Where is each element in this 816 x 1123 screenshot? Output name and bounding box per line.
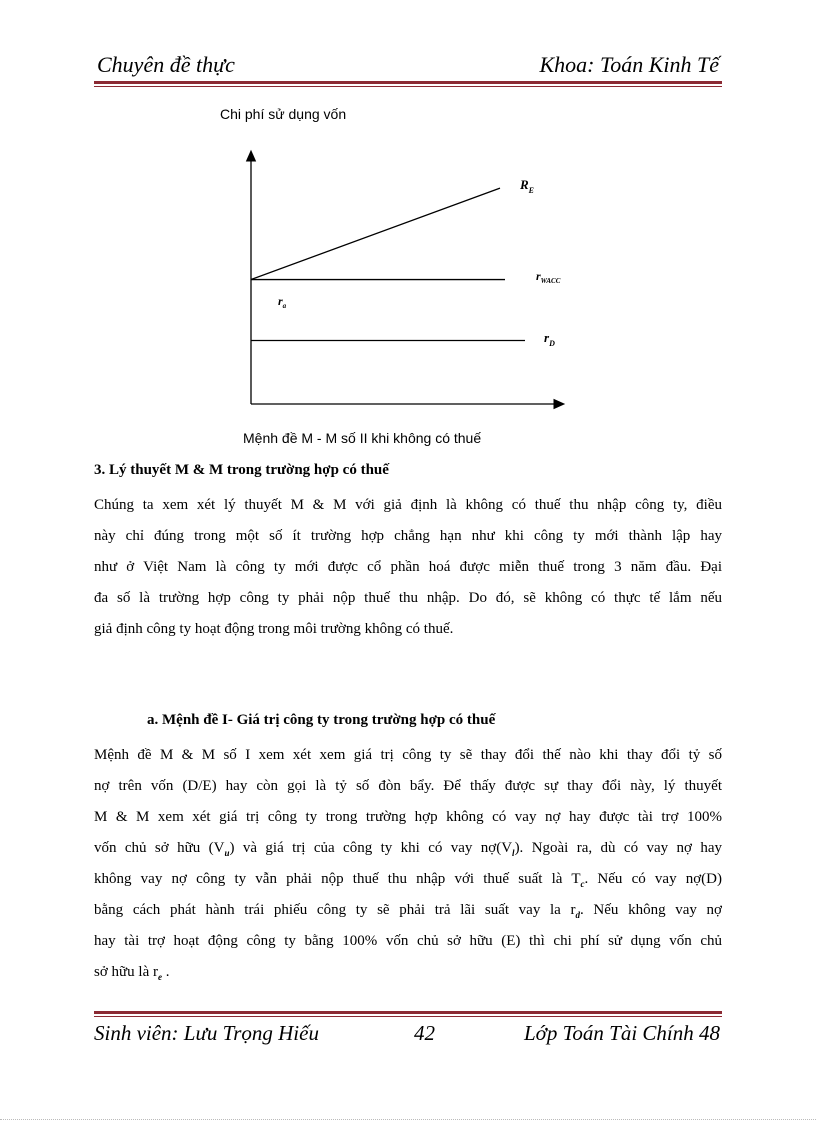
text-run: ). Ngoài ra, dù có vay nợ hay [514,840,722,856]
chart-caption: Mệnh đề M - M số II khi không có thuế [243,430,482,446]
svg-text:rWACC [536,269,561,285]
chart [0,0,816,460]
sectionA-line [94,864,722,895]
svg-text:rD [544,330,555,348]
subscript: u [224,848,230,858]
text-run: bằng cách phát hành trái phiếu công ty sẽ phải trả lãi suất vay la r [94,902,576,918]
footer-class: Lớp Toán Tài Chính 48 [524,1021,720,1045]
text-run: . Nếu không vay nợ [580,902,722,918]
text-run: không vay nợ công ty vẫn phải nộp thuế thu nhập với thuế suất là T [94,871,581,887]
header-left: Chuyên đề thực [97,52,235,77]
text-run: . Nếu có vay nợ(D) [584,871,722,887]
footer-rule-thin [94,1016,722,1017]
sectionA-line [94,895,722,926]
sectionA-line: nợ trên vốn (D/E) hay còn gọi là tỷ số đòn bẩy. Để thấy được sự thay đổi này, lý thuyết [94,778,722,794]
label-rwacc: r [536,269,541,283]
section3-line: đa số là trường hợp công ty phải nộp thuế thu nhập. Do đó, sẽ không có thực tế lắm nếu [94,590,722,606]
page-edge [0,1119,816,1120]
label-rwacc-sub: WACC [540,277,561,285]
section3-line: này chỉ đúng trong một số ít trường hợp chẳng hạn như khi công ty mới thành lập hay [94,528,722,544]
sectionA-line: hay tài trợ hoạt động công ty bằng 100% vốn chủ sở hữu (E) thì chi phí sử dụng vốn chủ [94,933,722,949]
footer-student: Sinh viên: Lưu Trọng Hiếu [94,1021,319,1045]
page-number: 42 [414,1021,435,1045]
label-ra-sub: a [282,302,287,310]
sectionA-line: M & M xem xét giá trị công ty trong trường hợp không có vay nợ hay được tài trợ 100% [94,809,722,825]
sectionA-line [94,833,722,864]
subscript: c [580,879,585,889]
sectionA-paragraph [94,740,722,988]
label-re-sub: E [528,186,535,195]
section3-heading: 3. Lý thuyết M & M trong trường hợp có thuế [94,462,389,478]
svg-text:RE [519,177,534,195]
subscript: d [575,910,580,920]
section3-line: như ở Việt Nam là công ty mới được cổ phần hoá được miễn thuế trong 3 năm đầu. Đại [94,559,722,575]
sectionA-heading: a. Mệnh đề I- Giá trị công ty trong trường hợp có thuế [147,712,496,728]
text-run: sở hữu là r [94,964,158,980]
label-rd: r [544,330,550,345]
subscript: e [157,972,162,982]
text-run: vốn chủ sở hữu (V [94,840,225,856]
section3-paragraph [94,490,722,645]
subscript: l [512,848,515,858]
text-run: ) và giá trị của công ty khi có vay nợ(V [229,840,513,856]
footer-rule-thick [94,1011,722,1014]
section3-line: Chúng ta xem xét lý thuyết M & M với giả định là không có thuế thu nhập công ty, điều [94,497,722,513]
chart-ylabel: Chi phí sử dụng vốn [220,106,347,122]
header-right: Khoa: Toán Kinh Tế [539,52,719,77]
label-rd-sub: D [549,339,555,348]
label-ra: r [278,294,283,308]
section3-line: giả định công ty hoạt động trong môi trường không có thuế. [94,621,454,637]
series-line-re [251,188,500,279]
label-re: R [520,177,529,192]
sectionA-line: Mệnh đề M & M số I xem xét xem giá trị công ty sẽ thay đổi thế nào khi thay đổi tỷ số [94,747,722,763]
svg-text:ra [278,294,287,310]
sectionA-line [94,957,722,988]
text-run: . [161,964,170,980]
